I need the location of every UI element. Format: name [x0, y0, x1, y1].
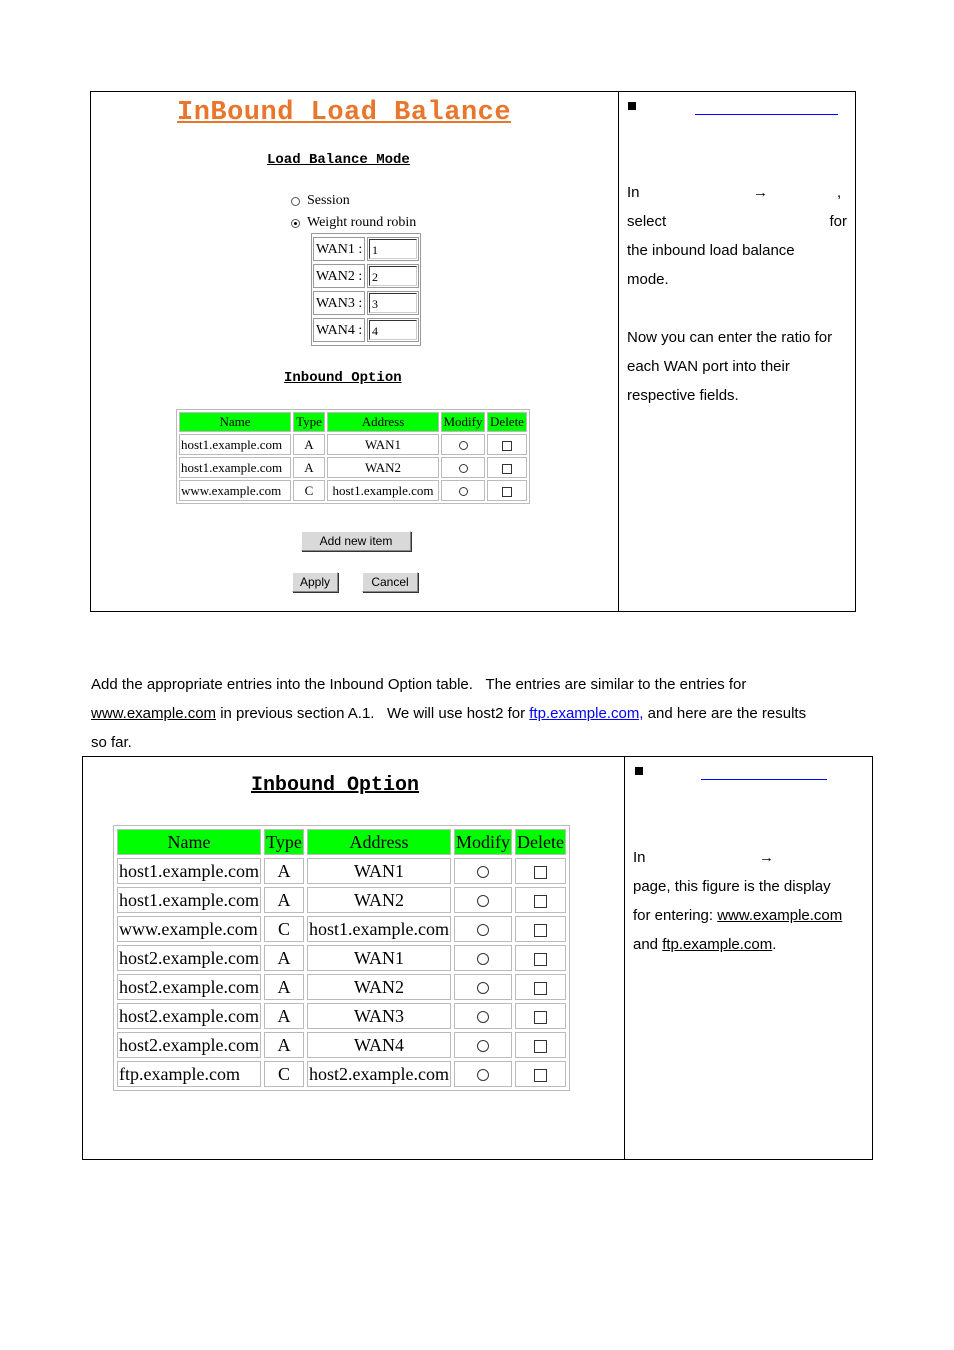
section2-divider: [624, 757, 625, 1159]
modify-radio[interactable]: [459, 487, 468, 496]
row-address: WAN2: [307, 887, 451, 913]
section1-frame: [90, 91, 856, 612]
row-type: A: [264, 858, 304, 884]
row-delete-cell: [515, 887, 566, 913]
wan-weight-table: [311, 233, 421, 346]
row-address: host2.example.com: [307, 1061, 451, 1087]
row-type: A: [264, 1003, 304, 1029]
row-type: A: [264, 974, 304, 1000]
table-row: [117, 916, 566, 942]
delete-checkbox[interactable]: [502, 487, 512, 497]
table-row: [117, 858, 566, 884]
table-header-row: [179, 412, 527, 432]
radio-weight-round-robin-icon[interactable]: [291, 219, 300, 228]
wan2-label: WAN2 :: [313, 264, 365, 288]
table-row: [179, 457, 527, 478]
inbound-option-screenshot: [83, 757, 624, 1159]
www-example-link[interactable]: www.example.com: [91, 705, 217, 722]
wan1-weight-input[interactable]: [367, 237, 419, 261]
col-modify-header: Modify: [454, 829, 512, 855]
wan-weight-row: [313, 290, 419, 316]
side-for-word: for: [829, 213, 847, 230]
body-line2-mid: in previous section A.1. We will use host2 for: [216, 705, 530, 722]
bullet-icon: [628, 102, 636, 110]
row-delete-cell: [515, 1061, 566, 1087]
col-address-header: Address: [307, 829, 451, 855]
side-in-word: In: [633, 849, 646, 866]
row-delete-cell: [515, 974, 566, 1000]
row-modify-cell: [454, 1061, 512, 1087]
wan4-weight-value[interactable]: 4: [369, 320, 417, 340]
row-type: A: [264, 887, 304, 913]
load-balance-mode-title: Load Balance Mode: [267, 152, 410, 168]
side-select-word: select: [627, 213, 667, 230]
side-line4-pre: and: [633, 936, 663, 953]
side-comma: ,: [837, 184, 842, 201]
modify-radio[interactable]: [477, 866, 489, 878]
row-address: WAN3: [307, 1003, 451, 1029]
wan3-weight-input[interactable]: [367, 291, 419, 315]
modify-radio[interactable]: [477, 982, 489, 994]
col-name-header: Name: [117, 829, 261, 855]
row-modify-cell: [441, 480, 485, 501]
heading-link-underline[interactable]: [695, 114, 838, 115]
modify-radio[interactable]: [459, 464, 468, 473]
wan4-label: WAN4 :: [313, 318, 365, 342]
wan2-weight-value[interactable]: 2: [369, 266, 417, 286]
inbound-option-title: Inbound Option: [284, 370, 402, 386]
row-modify-cell: [454, 887, 512, 913]
add-new-item-button[interactable]: Add new item: [301, 531, 411, 551]
side-line3: [633, 901, 869, 930]
modify-radio[interactable]: [477, 895, 489, 907]
delete-checkbox[interactable]: [534, 953, 547, 966]
body-line2-end: and here are the results: [643, 705, 807, 722]
side-para2-line2: each WAN port into their: [627, 358, 790, 375]
inbound-option-table-large: [113, 825, 570, 1091]
row-modify-cell: [454, 1003, 512, 1029]
radio-weight-round-robin[interactable]: [291, 215, 416, 231]
row-modify-cell: [441, 434, 485, 455]
row-delete-cell: [515, 1032, 566, 1058]
modify-radio[interactable]: [477, 1011, 489, 1023]
modify-radio[interactable]: [477, 953, 489, 965]
side-para2-line3: respective fields.: [627, 387, 739, 404]
row-delete-cell: [515, 1003, 566, 1029]
row-name: host1.example.com: [179, 434, 291, 455]
col-delete-header: Delete: [515, 829, 566, 855]
delete-checkbox[interactable]: [534, 866, 547, 879]
row-modify-cell: [454, 1032, 512, 1058]
modify-radio[interactable]: [477, 1040, 489, 1052]
modify-radio[interactable]: [459, 441, 468, 450]
arrow-icon: →: [759, 849, 774, 866]
radio-weight-round-robin-label: Weight round robin: [307, 215, 417, 230]
delete-checkbox[interactable]: [502, 464, 512, 474]
page-title: InBound Load Balance: [177, 98, 512, 128]
row-modify-cell: [454, 974, 512, 1000]
delete-checkbox[interactable]: [534, 1069, 547, 1082]
ftp-example-link[interactable]: ftp.example.com: [662, 936, 773, 953]
body-line3: so far.: [91, 734, 132, 751]
col-address-header: Address: [327, 412, 439, 432]
radio-session[interactable]: [291, 193, 350, 209]
row-name: host2.example.com: [117, 945, 261, 971]
wan3-label: WAN3 :: [313, 291, 365, 315]
wan1-weight-value[interactable]: 1: [369, 239, 417, 259]
section2-frame: [82, 756, 873, 1160]
www-example-link[interactable]: www.example.com: [717, 907, 843, 924]
table-row: [179, 480, 527, 501]
row-delete-cell: [515, 916, 566, 942]
wan2-weight-input[interactable]: [367, 264, 419, 288]
row-address: WAN2: [327, 457, 439, 478]
side-line4: mode.: [627, 271, 669, 288]
table-header-row: [117, 829, 566, 855]
row-address: WAN1: [307, 858, 451, 884]
arrow-icon: →: [753, 184, 768, 201]
col-delete-header: Delete: [487, 412, 527, 432]
body-paragraph: [91, 670, 881, 757]
row-delete-cell: [515, 858, 566, 884]
side-line3-pre: for entering:: [633, 907, 718, 924]
row-name: www.example.com: [179, 480, 291, 501]
table-row: [179, 434, 527, 455]
table-row: [117, 1003, 566, 1029]
ftp-example-link[interactable]: ftp.example.com,: [529, 705, 644, 722]
row-delete-cell: [487, 434, 527, 455]
row-address: host1.example.com: [307, 916, 451, 942]
side-in-word: In: [627, 184, 640, 201]
delete-checkbox[interactable]: [534, 1011, 547, 1024]
wan-weight-row: [313, 317, 419, 343]
side-line4: [633, 930, 869, 959]
row-modify-cell: [454, 916, 512, 942]
heading-link-underline[interactable]: [701, 779, 827, 780]
radio-session-label: Session: [307, 193, 350, 208]
wan4-weight-input[interactable]: [367, 318, 419, 342]
col-modify-header: Modify: [441, 412, 485, 432]
body-line2: [91, 699, 881, 728]
row-delete-cell: [487, 457, 527, 478]
inbound-option-table: [176, 409, 530, 504]
modify-radio[interactable]: [477, 924, 489, 936]
row-modify-cell: [454, 945, 512, 971]
row-address: WAN1: [327, 434, 439, 455]
row-address: WAN1: [307, 945, 451, 971]
radio-session-icon[interactable]: [291, 197, 300, 206]
row-modify-cell: [454, 858, 512, 884]
section1-divider: [618, 92, 619, 611]
col-type-header: Type: [264, 829, 304, 855]
col-name-header: Name: [179, 412, 291, 432]
table-row: [117, 945, 566, 971]
row-name: host2.example.com: [117, 1003, 261, 1029]
side-para2-line1: Now you can enter the ratio for: [627, 329, 833, 346]
row-delete-cell: [515, 945, 566, 971]
bullet-icon: [635, 767, 643, 775]
table-row: [117, 974, 566, 1000]
row-type: C: [264, 916, 304, 942]
row-type: C: [293, 480, 325, 501]
wan-weight-row: [313, 263, 419, 289]
row-name: host2.example.com: [117, 1032, 261, 1058]
row-name: host1.example.com: [117, 858, 261, 884]
modify-radio[interactable]: [477, 1069, 489, 1081]
section1-side-text: [627, 178, 847, 410]
delete-checkbox[interactable]: [534, 982, 547, 995]
wan3-weight-value[interactable]: 3: [369, 293, 417, 313]
delete-checkbox[interactable]: [502, 441, 512, 451]
side-line4-end: .: [772, 936, 777, 953]
row-name: host1.example.com: [117, 887, 261, 913]
wan-weight-row: [313, 236, 419, 262]
cancel-button[interactable]: Cancel: [362, 572, 418, 592]
row-type: C: [264, 1061, 304, 1087]
row-type: A: [264, 1032, 304, 1058]
row-name: www.example.com: [117, 916, 261, 942]
row-name: ftp.example.com: [117, 1061, 261, 1087]
side-line3: the inbound load balance: [627, 242, 795, 259]
apply-button[interactable]: Apply: [292, 572, 338, 592]
col-type-header: Type: [293, 412, 325, 432]
section2-side-text: [633, 843, 869, 959]
row-type: A: [293, 434, 325, 455]
row-name: host1.example.com: [179, 457, 291, 478]
wan1-label: WAN1 :: [313, 237, 365, 261]
side-line2: page, this figure is the display: [633, 878, 831, 895]
table-row: [117, 887, 566, 913]
body-line1: Add the appropriate entries into the Inbound Option table. The entries are similar to the entries for: [91, 676, 747, 693]
row-type: A: [293, 457, 325, 478]
row-modify-cell: [441, 457, 485, 478]
table-row: [117, 1032, 566, 1058]
inbound-load-balance-screenshot: [91, 92, 618, 611]
row-address: WAN4: [307, 1032, 451, 1058]
table-row: [117, 1061, 566, 1087]
row-name: host2.example.com: [117, 974, 261, 1000]
row-delete-cell: [487, 480, 527, 501]
delete-checkbox[interactable]: [534, 895, 547, 908]
delete-checkbox[interactable]: [534, 924, 547, 937]
row-type: A: [264, 945, 304, 971]
inbound-option-title-large: Inbound Option: [251, 774, 420, 797]
row-address: host1.example.com: [327, 480, 439, 501]
delete-checkbox[interactable]: [534, 1040, 547, 1053]
row-address: WAN2: [307, 974, 451, 1000]
